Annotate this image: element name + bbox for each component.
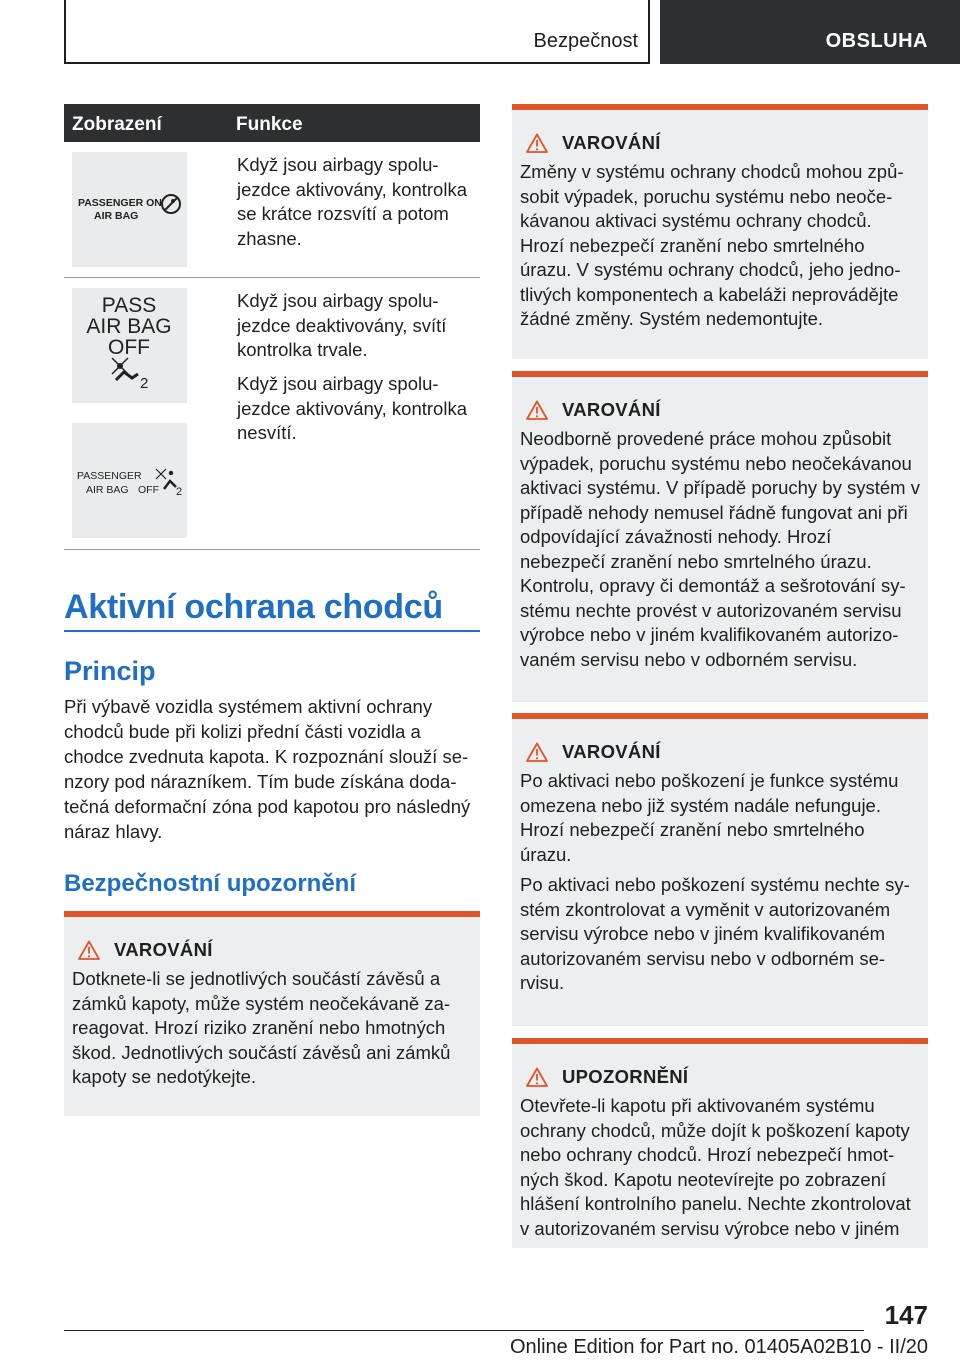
warning-text: Dotknete-li se jednotlivých součástí závěsů a zámků kapoty, může systém neočekávaně zareagovat. Hrozí riziko zranění nebo hmotných škod. Jednotlivých součástí závěsů ani zámků kapoty se nedotýkejte. [72, 968, 451, 1087]
indicator-text: OFF [108, 336, 150, 359]
indicator-text: OFF [138, 484, 159, 496]
indicator-passenger-airbag-off [72, 423, 187, 538]
caution-title: UPOZORNĚNÍ [562, 1066, 689, 1087]
warning-box [512, 713, 928, 1026]
indicator-text: AIR BAG [86, 315, 172, 338]
indicator-text: PASS [101, 294, 157, 317]
airbag-passenger-icon [72, 288, 187, 403]
header-section-name: Bezpečnost [533, 30, 638, 52]
warning-text: Neodborně provedené práce mohou způsobit výpadek, poruchu systému nebo neočekávanou aktivaci systému. V případě poruchy by systém v případě nehody nemusel řádně fungovat ani při odpovídající závažnosti nehody. Hrozí nebezpečí zranění nebo smrtelného úrazu. Kontrolu, opravy či demontáž a sešrotování systému nechte provést v autorizovaném servisu výrobce nebo v jiném kvalifikovaném autorizovaném servisu nebo v odborném servisu. [520, 428, 920, 670]
warning-text: Po aktivaci nebo poškození je funkce systému omezena nebo již systém nadále nefunguje. Hrozí nebezpečí zranění nebo smrtelného úrazu. [520, 770, 899, 865]
warning-title: VAROVÁNÍ [562, 399, 661, 420]
warning-triangle-icon [526, 742, 548, 762]
row1-function-text: Když jsou airbagy spolujezdce aktivovány, kontrolka se krátce rozsvítí a potom zhasne. [237, 154, 467, 249]
section-title: Aktivní ochrana chodců [64, 588, 443, 626]
indicator-passenger-airbag-on [72, 152, 187, 267]
header-chapter-tab[interactable] [660, 0, 960, 64]
indicator-text: PASSENGER ON [78, 197, 162, 209]
table-row-divider [64, 549, 480, 550]
indicator-text: AIR BAG [86, 484, 129, 496]
indicator-pass-airbag-off [72, 288, 187, 403]
warning-triangle-icon [526, 400, 548, 420]
table-row-divider [64, 277, 480, 278]
warning-title: VAROVÁNÍ [562, 741, 661, 762]
caution-box [512, 1038, 928, 1248]
warning-text-2: Po aktivaci nebo poškození systému nechte systém zkontrolovat a vyměnit v autorizovaném servisu výrobce nebo v jiném kvalifikovaném autorizovaném servisu nebo v odborném servisu. [520, 874, 910, 993]
header-rule-left [64, 0, 66, 64]
header-rule-right [648, 0, 650, 64]
header-rule-bottom [64, 62, 650, 64]
warning-title: VAROVÁNÍ [562, 132, 661, 153]
principle-paragraph: Při výbavě vozidla systémem aktivní ochrany chodců bude při kolizi přední části vozidla a chodce zvednuta kapota. K rozpoznání slouží senzory pod nárazníkem. Tím bude získána dodatečná deformační zóna pod kapotou pro následný náraz hlavy. [64, 696, 471, 842]
warning-triangle-icon [78, 940, 100, 960]
indicator-text: PASSENGER [77, 470, 142, 482]
safety-heading: Bezpečnostní upozornění [64, 870, 357, 897]
warning-title: VAROVÁNÍ [114, 939, 213, 960]
page-number: 147 [884, 1300, 928, 1330]
airbag-passenger-icon [72, 152, 187, 267]
column-function: Funkce [236, 114, 303, 135]
warning-box [64, 911, 480, 1116]
row2-function-text-2: Když jsou airbagy spolujezdce aktivovány, kontrolka nesvítí. [237, 373, 467, 443]
subsection-title: Princip [64, 656, 156, 686]
header-chapter-label: OBSLUHA [825, 30, 928, 52]
footer-rule [64, 1330, 864, 1331]
caution-text: Otevřete-li kapotu při aktivovaném systému ochrany chodců, může dojít k poškození kapoty nebo ochrany chodců. Hrozí nebezpečí hmotných škod. Kapotu neotevírejte po zobrazení hlášení kontrolního panelu. Nechte zkontrolovat v autorizovaném servisu výrobce nebo v jiném [520, 1095, 911, 1239]
section-title-underline [64, 630, 480, 632]
seat-number: 2 [176, 486, 183, 498]
warning-box [512, 104, 928, 359]
column-display: Zobrazení [72, 114, 162, 135]
indicator-text: AIR BAG [94, 210, 139, 222]
airbag-passenger-icon [72, 423, 187, 538]
warning-box [512, 371, 928, 702]
footer-edition: Online Edition for Part no. 01405A02B10 - II/20 [509, 1336, 928, 1358]
warning-text: Změny v systému ochrany chodců mohou způsobit výpadek, poruchu systému nebo neočekávanou aktivaci systému ochrany chodců. Hrozí nebezpečí zranění nebo smrtelného úrazu. V systému ochrany chodců, jeho jednotlivých komponentech a kabeláži neprovádějte žádné změny. Systém nedemontujte. [520, 161, 904, 329]
warning-triangle-icon [526, 1067, 548, 1087]
seat-number: 2 [140, 375, 149, 392]
table-header [64, 104, 480, 142]
row2-function-text-1: Když jsou airbagy spolujezdce deaktivovány, svítí kontrolka trvale. [237, 290, 447, 360]
warning-triangle-icon [526, 133, 548, 153]
